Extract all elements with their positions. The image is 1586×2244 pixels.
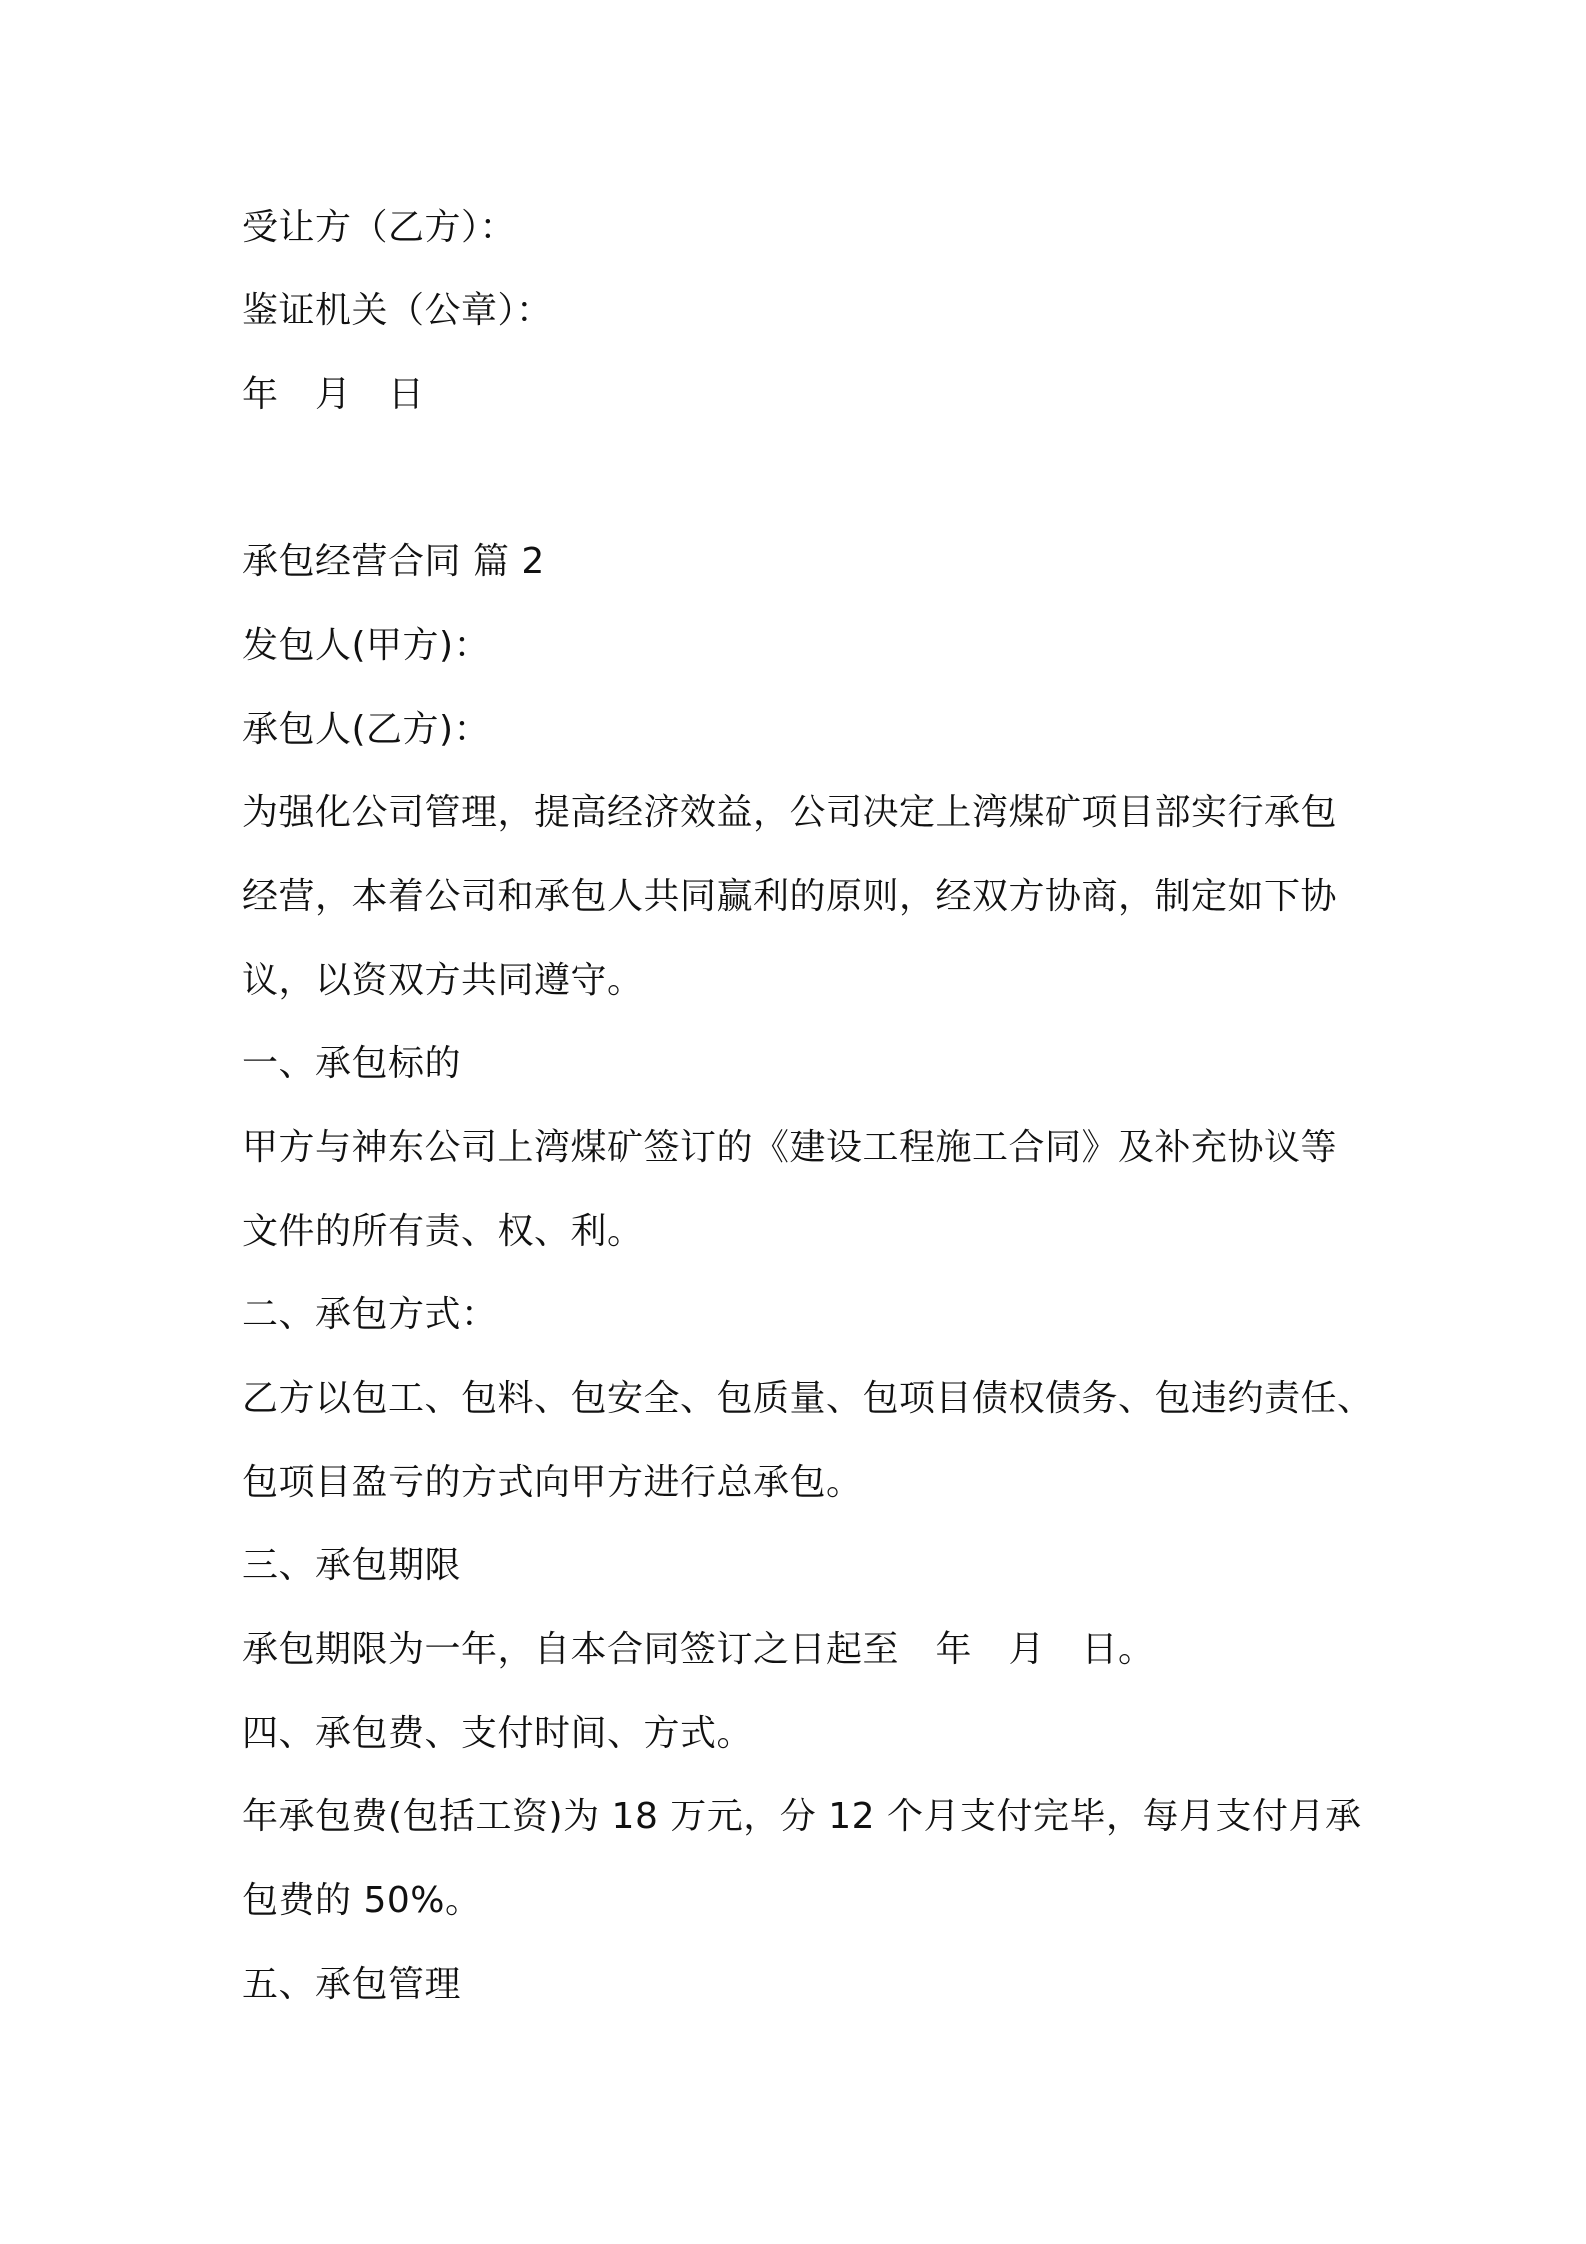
clause-2-body-line: 乙方以包工、包料、包安全、包质量、包项目债权债务、包违约责任、 [242, 1378, 1374, 1419]
clause-1-body-line: 文件的所有责、权、利。 [242, 1211, 644, 1252]
section-title: 承包经营合同 篇 2 [242, 541, 545, 582]
signature-date-line: 年 月 日 [242, 374, 425, 415]
clause-4-body-line: 包费的 50%。 [242, 1880, 482, 1921]
notary-seal-line: 鉴证机关（公章）： [242, 290, 553, 331]
intro-paragraph-line: 经营，本着公司和承包人共同赢利的原则，经双方协商，制定如下协 [242, 876, 1338, 917]
clause-2-heading: 二、承包方式： [242, 1294, 498, 1335]
clause-1-heading: 一、承包标的 [242, 1043, 462, 1084]
clause-3-body-line: 承包期限为一年，自本合同签订之日起至 年 月 日。 [242, 1629, 1155, 1670]
clause-4-heading: 四、承包费、支付时间、方式。 [242, 1713, 754, 1754]
clause-1-body-line: 甲方与神东公司上湾煤矿签订的《建设工程施工合同》及补充协议等 [242, 1127, 1338, 1168]
intro-paragraph-line: 为强化公司管理，提高经济效益，公司决定上湾煤矿项目部实行承包 [242, 792, 1338, 833]
clause-3-heading: 三、承包期限 [242, 1545, 462, 1586]
clause-2-body-line: 包项目盈亏的方式向甲方进行总承包。 [242, 1462, 863, 1503]
party-b-line: 承包人(乙方)： [242, 709, 491, 750]
intro-paragraph-line: 议，以资双方共同遵守。 [242, 960, 644, 1001]
clause-4-body-line: 年承包费(包括工资)为 18 万元，分 12 个月支付完毕，每月支付月承 [242, 1796, 1362, 1837]
transferee-signature-line: 受让方（乙方）： [242, 207, 517, 248]
party-a-line: 发包人(甲方)： [242, 625, 491, 666]
clause-5-heading: 五、承包管理 [242, 1964, 462, 2005]
